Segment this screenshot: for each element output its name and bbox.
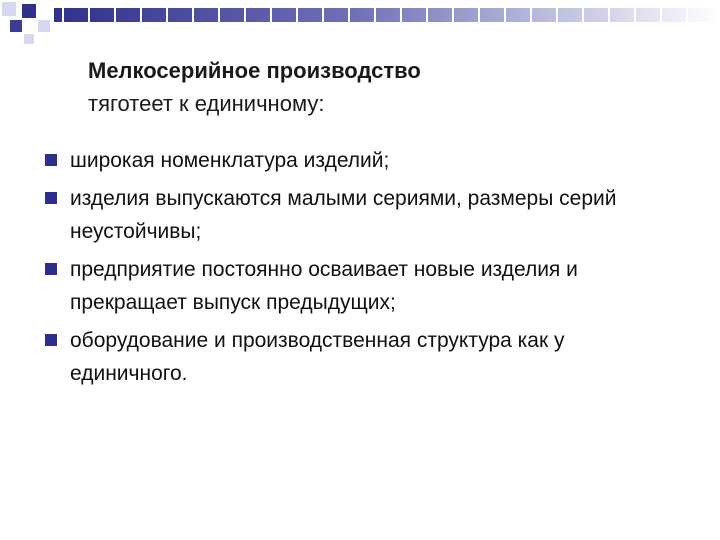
square-bullet-icon [45,263,57,275]
square-bullet-icon [45,334,57,346]
corner-square-dark-1 [22,4,36,18]
bullet-list [44,144,684,395]
gradient-band [54,8,720,22]
bullet-text: предприятие постоянно осваивает новые изделия и прекращает выпуск предыдущих; [70,258,578,314]
title-line-bold: Мелкосерийное производство [88,58,421,83]
title-line-regular: тяготеет к единичному: [88,91,325,116]
corner-square-light-3 [24,34,34,44]
header-decoration [0,0,720,60]
square-bullet-icon [45,192,57,204]
bullet-item [44,144,684,177]
corner-square-dark-2 [10,20,22,32]
bullet-item [44,253,684,319]
bullet-text: оборудование и производственная структура как у единичного. [70,329,565,385]
corner-square-light-1 [2,2,16,16]
bullet-item [44,182,684,248]
bullet-item [44,324,684,390]
corner-square-light-2 [38,20,50,32]
square-bullet-icon [45,154,57,166]
bullet-text: изделия выпускаются малыми сериями, размеры серий неустойчивы; [70,187,617,243]
bullet-text: широкая номенклатура изделий; [70,149,390,172]
slide-title [88,55,688,121]
